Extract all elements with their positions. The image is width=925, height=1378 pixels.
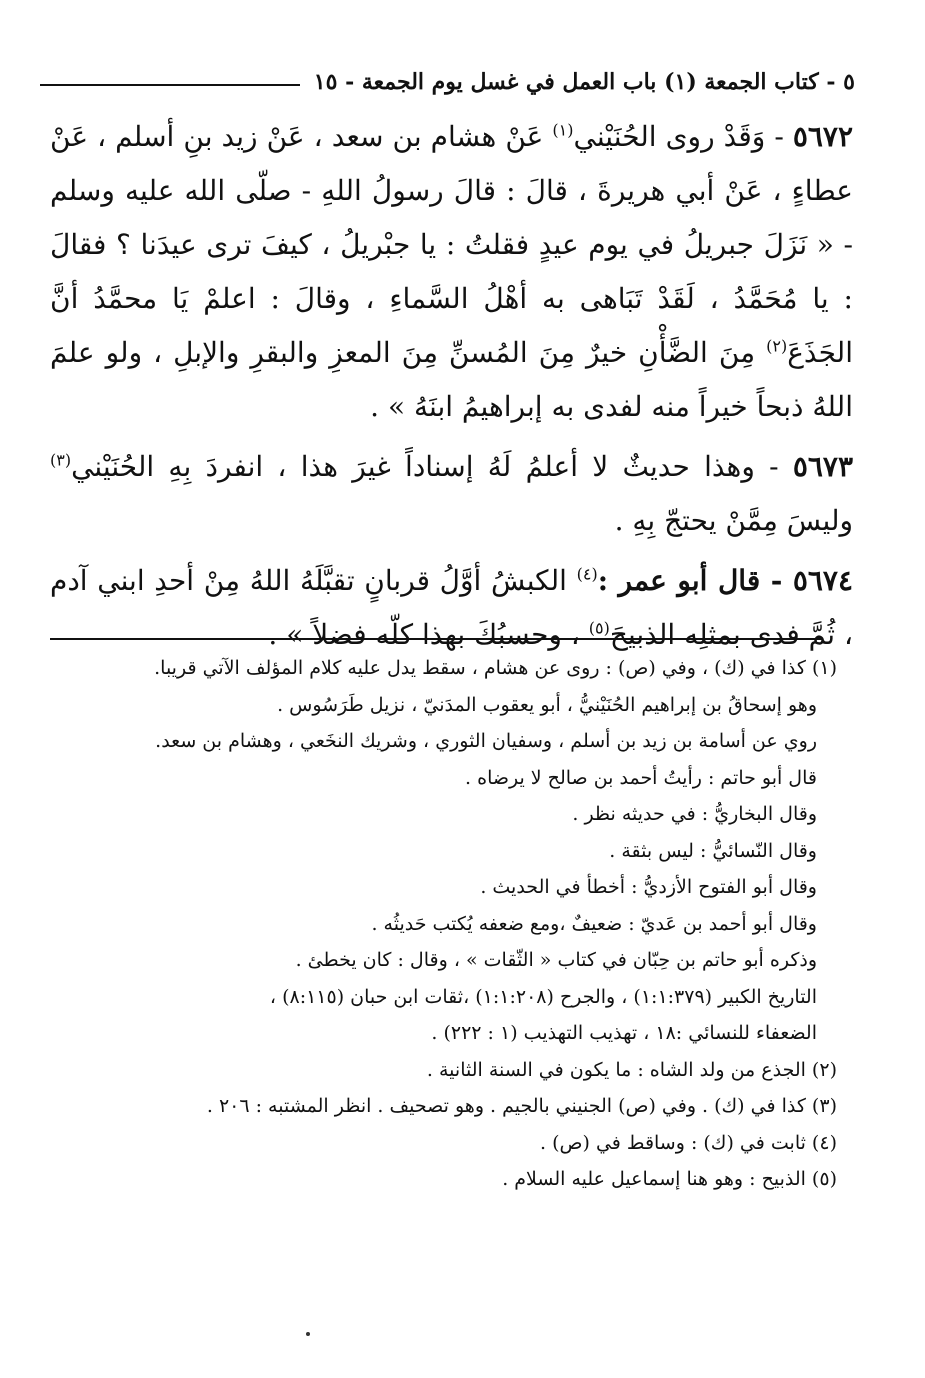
footnote-3: (٣) كذا في (ك) . وفي (ص) الجنيني بالجيم . وهو تصحيف . انظر المشتبه : ٢٠٦ .: [206, 1095, 837, 1117]
footnote-line: وهو إسحاقُ بن إبراهيم الحُنَيْنيُّ ، أبو يعقوب المدَنيّ ، نزيل طَرَسُوس .: [277, 693, 817, 716]
paragraph-number: ٥٦٧٣: [792, 450, 853, 483]
footnote-ref: (١): [552, 120, 574, 140]
hadith-5673: [50, 440, 853, 548]
footnote-ref: (٢): [766, 336, 788, 356]
hadith-5672: [50, 110, 853, 434]
paragraph-text: الكبشُ أوَّلُ قربانٍ تقبَّلَهُ اللهُ مِنْ أحدِ ابني آدم ، ثُمَّ فدى بمثلِه الذبيحَ: [50, 564, 853, 651]
paragraph-text: - وهذا حديثٌ لا أعلمُ لَهُ إسناداً غيرَ هذا ، انفردَ بِهِ الحُنَيْني: [71, 450, 793, 483]
paragraph-number: ٥٦٧٢: [792, 120, 853, 153]
paragraph-number: ٥٦٧٤: [792, 564, 853, 597]
footnotes: [55, 650, 837, 1198]
paragraph-lead: - قال أبو عمر :: [597, 564, 793, 597]
footnote-separator: [50, 638, 823, 640]
hadith-5674: [50, 554, 853, 662]
footnote-line: وقال البخاريُّ : في حديثه نظر .: [572, 803, 817, 825]
paragraph-text: عَنْ هشام بن سعد ، عَنْ زيد بنِ أسلم ، عَنْ عطاءٍ ، عَنْ أبي هريرةَ ، قالَ : قالَ رسولُ اللهِ - صلّى الله عليه وسلم - « نَزَلَ جبريلُ في يوم عيدٍ فقلتُ : يا جبْريلُ ، كيفَ ترى عيدَنا ؟ فقالَ : يا مُحَمَّدُ ، لَقَدْ تَبَاهى به أهْلُ السَّماءِ ، وقالَ : اعلمْ يَا محمَّدُ أنَّ الجَذَعَ: [50, 120, 853, 369]
paragraph-text: مِنَ الضَّأْنِ خيرٌ مِنَ المُسنِّ مِنَ المعزِ والبقرِ والإبلِ ، ولو علمَ اللهُ ذبحاً خيراً منه لفدى به إبراهيمُ ابنَهُ » .: [50, 336, 853, 423]
header-rule: [40, 84, 300, 86]
footnote-4: (٤) ثابت في (ك) : وساقط في (ص) .: [540, 1131, 837, 1154]
running-header: [40, 62, 855, 102]
footnote-ref: (٣): [50, 450, 72, 470]
footnote-line: قال أبو حاتم : رأيتُ أحمد بن صالح لا يرضاه .: [465, 766, 817, 789]
paragraph-text: وليسَ مِمَّنْ يحتجّ بِهِ .: [614, 504, 853, 537]
footnote-5: (٥) الذبيح : وهو هنا إسماعيل عليه السلام .: [502, 1168, 837, 1190]
footnote-ref: (٥): [588, 618, 610, 638]
paragraph-text: - وَقَدْ روى الحُنَيْني: [573, 120, 793, 153]
footnote-line: وقال أبو أحمد بن عَديّ : ضعيفٌ ،ومع ضعفه يُكتب حَديثُه .: [371, 912, 817, 935]
footnote-2: (٢) الجذع من ولد الشاه : ما يكون في السنة الثانية .: [426, 1058, 837, 1081]
header-title: ٥ - كتاب الجمعة (١) باب العمل في غسل يوم الجمعة - ١٥: [313, 69, 855, 95]
paragraph-text: ، وحسبُكَ بهذا كلّه فضلاً » .: [268, 618, 589, 651]
footnote-line: الضعفاء للنسائي :١٨ ، تهذيب التهذيب (١ : ٢٢٢) .: [431, 1022, 817, 1044]
footnote-line: التاريخ الكبير (١:١:٣٧٩) ، والجرح (١:١:٢٠٨) ،ثقات ابن حبان (٨:١١٥) ،: [269, 985, 817, 1008]
footnote-line: وقال النّسائيُّ : ليس بثقة .: [609, 839, 817, 862]
footnote-line: روي عن أسامة بن زيد بن أسلم ، وسفيان الثوري ، وشريك النخَعي ، وهشام بن سعد.: [155, 730, 817, 752]
ink-speck: [306, 1332, 310, 1336]
footnote-1: (١) كذا في (ك) ، وفي (ص) : روى عن هشام ، سقط يدل عليه كلام المؤلف الآتي قريبا.: [154, 657, 837, 679]
main-text: [50, 110, 853, 662]
footnote-line: وذكره أبو حاتم بن حِبّان في كتاب « الثّقات » ، وقال : كان يخطئ .: [295, 949, 817, 971]
footnote-line: وقال أبو الفتوح الأزديُّ : أخطأ في الحديث .: [480, 876, 817, 898]
footnote-ref: (٤): [576, 564, 598, 584]
